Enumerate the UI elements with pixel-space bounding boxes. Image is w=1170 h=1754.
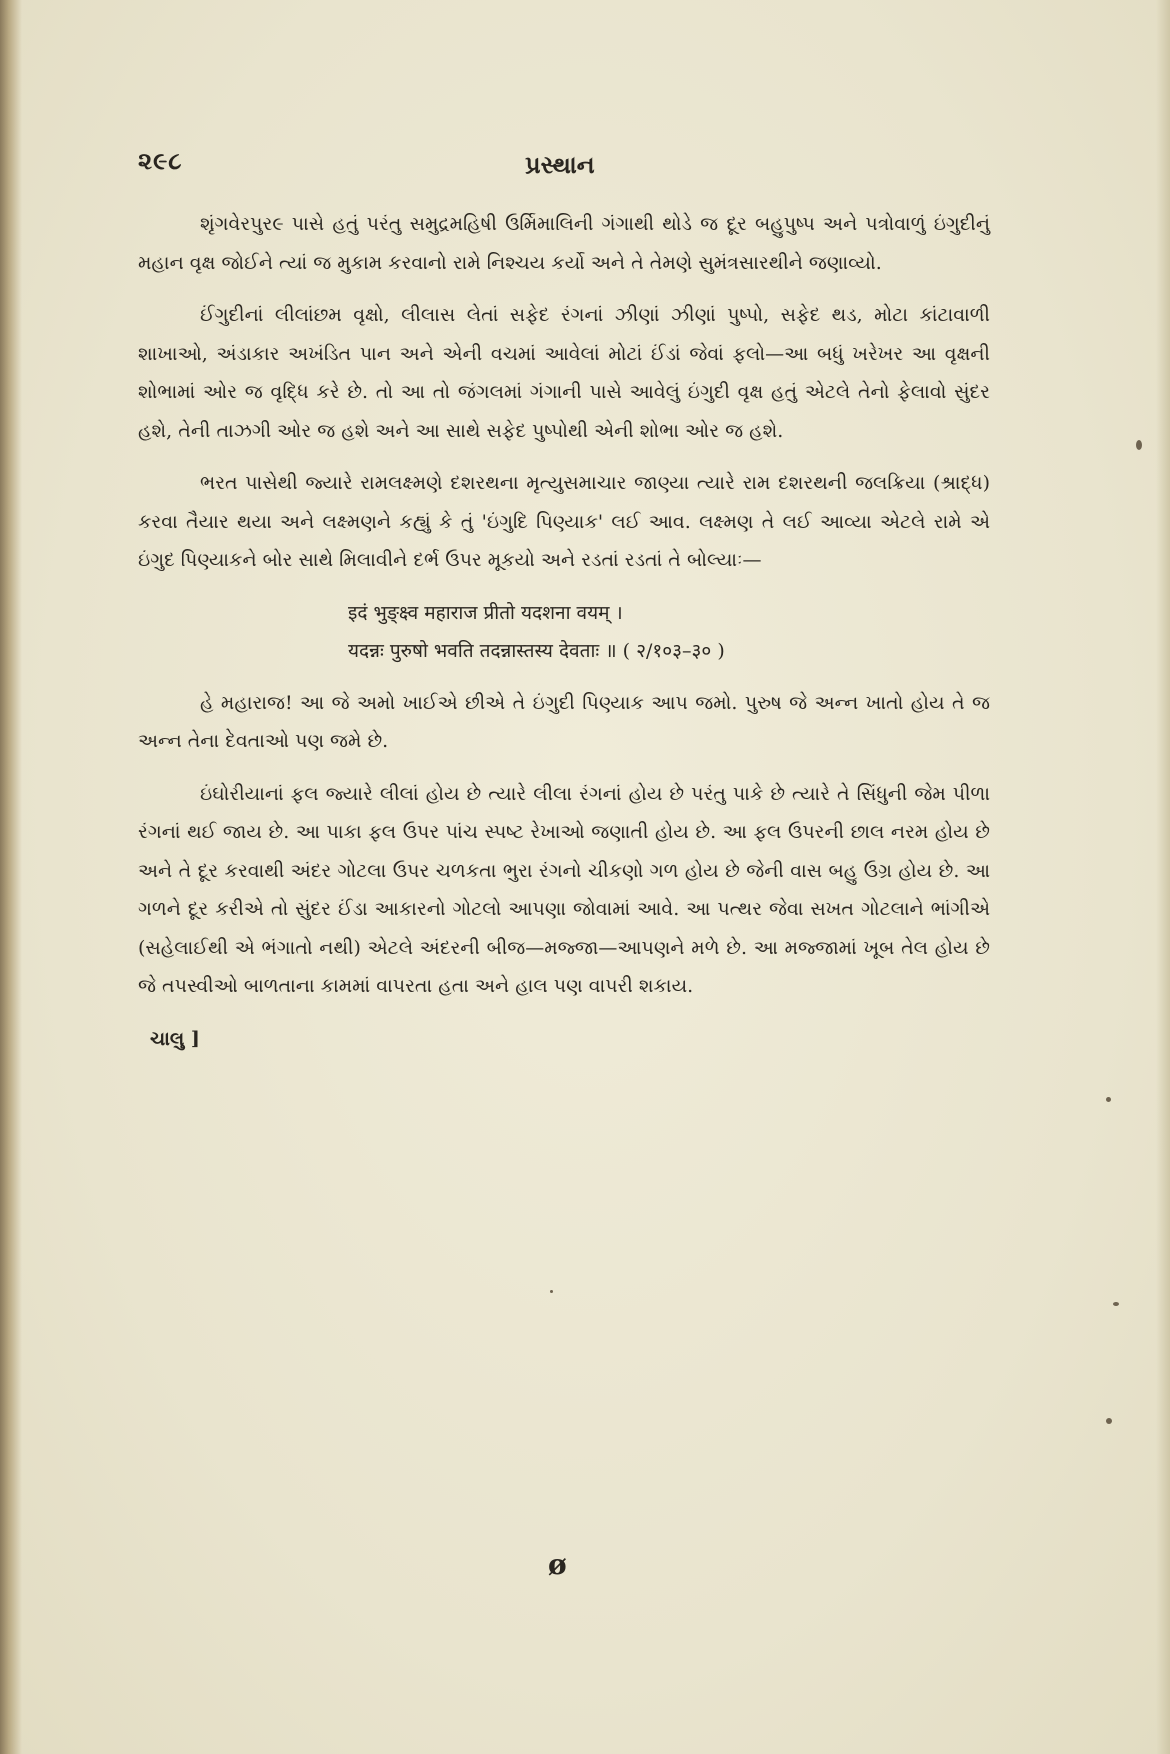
continued-label: ચાલુ ] (150, 1027, 200, 1050)
paragraph-3: ભરત પાસેથી જ્યારે રામલક્ષ્મણે દશરથના મૃત્યુસમાચાર જાણ્યા ત્યારે રામ દશરથની જલક્રિયા (શ્રાદ્ધ) કરવા તૈયાર થયા અને લક્ષ્મણને કહ્યું કે તું 'ઇંગુદિ પિણ્યાક' લઈ આવ. લક્ષ્મણ તે લઈ આવ્યા એટલે રામે એ ઇંગુદ પિણ્યાકને બોર સાથે મિલાવીને દર્ભ ઉપર મૂકયો અને રડતાં રડતાં તે બોલ્યાઃ— (138, 472, 990, 571)
paper-speck (1106, 1097, 1111, 1102)
paper-speck (550, 1290, 553, 1293)
verse-line-2: यदन्नः पुरुषो भवति तदन्नास्तस्य देवताः ॥ ( २/१०३–३० ) (348, 639, 725, 662)
article-body (138, 205, 990, 1058)
verse-line-1: इदं भुङ्क्ष्व महाराज प्रीतो यदशना वयम् । (348, 601, 623, 624)
paper-speck (1113, 1302, 1119, 1306)
page-right-edge (1156, 0, 1170, 1754)
paper-speck (1136, 440, 1142, 450)
paragraph-2: ઈંગુદીનાં લીલાંછમ વૃક્ષો, લીલાસ લેતાં સફેદ રંગનાં ઝીણાં ઝીણાં પુષ્પો, સફેદ થડ, મોટા કાંટાવાળી શાખાઓ, અંડાકાર અખંડિત પાન અને એની વચમાં આવેલાં મોટાં ઈંડાં જેવાં ફલો—આ બધું ખરેખર આ વૃક્ષની શોભામાં ઓર જ વૃદ્ધિ કરે છે. તો આ તો જંગલમાં ગંગાની પાસે આવેલું ઇંગુદી વૃક્ષ હતું એટલે તેનો ફેલાવો સુંદર હશે, તેની તાઝગી ઓર જ હશે અને આ સાથે સફેદ પુષ્પોથી એની શોભા ઓર જ હશે. (138, 304, 990, 442)
paper-speck (1106, 1418, 1112, 1424)
sanskrit-verse (348, 594, 990, 670)
page-number: ૨૯૮ (138, 146, 183, 175)
paragraph-5: ઇંઘોરીયાનાં ફલ જ્યારે લીલાં હોય છે ત્યારે લીલા રંગનાં હોય છે પરંતુ પાકે છે ત્યારે તે સિંધુની જેમ પીળા રંગનાં થઈ જાય છે. આ પાકા ફલ ઉપર પાંચ સ્પષ્ટ રેખાઓ જણાતી હોય છે. આ ફલ ઉપરની છાલ નરમ હોય છે અને તે દૂર કરવાથી અંદર ગોટલા ઉપર ચળકતા ભુરા રંગનો ચીકણો ગળ હોય છે જેની વાસ બહુ ઉગ્ર હોય છે. આ ગળને દૂર કરીએ તો સુંદર ઈંડા આકારનો ગોટલો આપણા જોવામાં આવે. આ પત્થર જેવા સખત ગોટલાને ભાંગીએ (સહેલાઈથી એ ભંગાતો નથી) એટલે અંદરની બીજ—મજ્જા—આપણને મળે છે. આ મજ્જામાં ખૂબ તેલ હોય છે જે તપસ્વીઓ બાળતાના કામમાં વાપરતા હતા અને હાલ પણ વાપરી શકાય. (138, 782, 990, 997)
footer-printer-mark: ø (548, 1548, 567, 1581)
running-title: પ્રસ્થાન (525, 150, 595, 179)
paragraph-1: શૃંગવેરપુર૯ પાસે હતું પરંતુ સમુદ્રમહિષી ઉર્મિમાલિની ગંગાથી થોડે જ દૂર બહુપુષ્પ અને પત્રોવાળું ઇંગુદીનું મહાન વૃક્ષ જોઈને ત્યાં જ મુકામ કરવાનો રામે નિશ્ચય કર્યો અને તે તેમણે સુમંત્રસારથીને જણાવ્યો. (138, 213, 990, 274)
paragraph-4: હે મહારાજ! આ જે અમો ખાઈએ છીએ તે ઇંગુદી પિણ્યાક આપ જમો. પુરુષ જે અન્ન ખાતો હોય તે જ અન્ન તેના દેવતાઓ પણ જમે છે. (138, 691, 990, 752)
page-header (138, 146, 1018, 186)
page-binding-edge (0, 0, 22, 1754)
